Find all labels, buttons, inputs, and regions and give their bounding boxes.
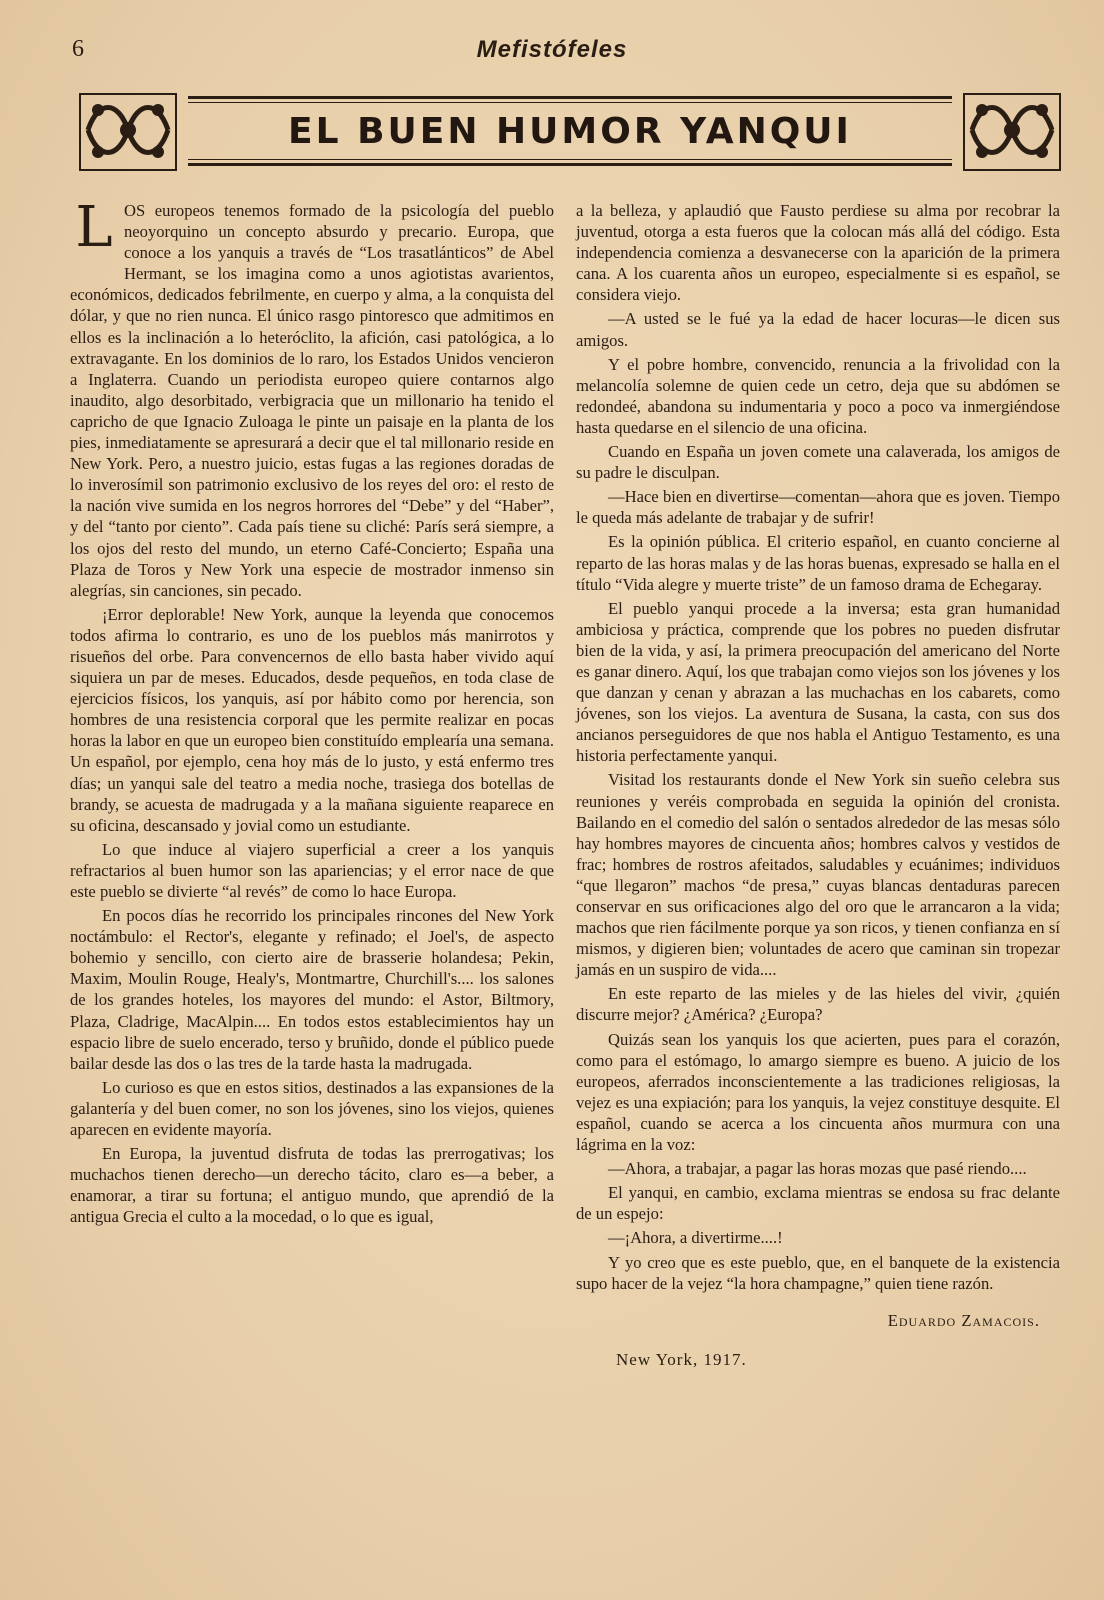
dateline: New York, 1917. [616,1349,747,1369]
paragraph: En Europa, la juventud disfruta de todas las prerrogativas; los muchachos tienen derecho—un derecho tácito, claro es—a beber, a enamorar, a tirar su fortuna; el antiguo mundo, que aprendió de la antigua Grecia el culto a la mocedad, o lo que es igual, [70,1144,554,1227]
paragraph: —¡Ahora, a divertirme....! [608,1228,783,1248]
paragraph: Visitad los restaurants donde el New York sin sueño celebra sus reuniones y veréis comprobada en seguida la opinión del cronista. Bailando en el comedio del salón o sentados alrededor de las mesas sólo hay hombres mayores de cincuenta años; hombres calvos y vestidos de frac; hombres de rostros afeitados, saludables y ecuánimes; individuos “que llegaron” machos “de presa,” cuyas blancas dentaduras parecen conservar en sus orificaciones algo del oro que le arrancaron a la vida; machos que rien fácilmente porque ya son ricos, y tienen confianza en sí mismos, y digieren bien; voluntades de acero que caminan sin tropezar jamás en un suspiro de vida.... [576,770,1060,980]
paragraph: —A usted se le fué ya la edad de hacer locuras—le dicen sus amigos. [576,309,1060,350]
paragraph: Es la opinión pública. El criterio español, en cuanto concierne al reparto de las horas malas y de las horas buenas, expresado se halla en el título “Vida alegre y muerte triste” de un famoso drama de Echegaray. [576,532,1060,594]
paragraph: El pueblo yanqui procede a la inversa; esta gran humanidad ambiciosa y práctica, comprende que los pobres no pueden disfrutar bien de la vida, y así, la primera preocupación del americano del Norte es ganar dinero. Aquí, los que trabajan como viejos son los jóvenes y los que danzan y cenan y abrazan a las muchachas en los cabarets, como jóvenes, son los viejos. La aventura de Susana, la casta, con sus dos ancianos perseguidores de que nos habla el Antiguo Testamento, es una historia perfectamente yanqui. [576,598,1060,766]
title-rule-top [188,96,952,99]
paragraph: ¡Error deplorable! New York, aunque la leyenda que conocemos todos afirma lo contrario, es uno de los pueblos más manirrotos y risueños del orbe. Para convencernos de ello basta haber vivido aquí siquiera un par de meses. Educados, desde pequeños, en toda clase de ejercicios físicos, los yanquis, así por hábito como por herencia, son hombres de una resistencia corporal que les permite realizar en pocas horas la labor en que un europeo bien constituído emplearía una semana. Un español, por ejemplo, cena hoy más de lo justo, y está enfermo tres días; un yanqui sale del teatro a media noche, trasiega dos botellas de brandy, se acuesta de madrugada y a la mañana siguiente reaparece en su oficina, descansado y jovial como un estudiante. [70,604,554,835]
paragraph: En pocos días he recorrido los principales rincones del New York noctámbulo: el Rector's, elegante y refinado; el Joel's, de aspecto bohemio y sencillo, con cierto aire de brasserie holandesa; Pekin, Maxim, Moulin Rouge, Healy's, Montmartre, Churchill's.... los salones de los grandes hoteles, los mayores del mundo: el Astor, Biltmory, Plaza, Cladrige, MacAlpin.... En todos estos establecimientos hay un espacio libre de suelo encerado, terso y bruñido, donde el público puede bailar desde las dos o las tres de la tarde hasta la madrugada. [70,906,554,1073]
paragraph: Cuando en España un joven comete una calaverada, los amigos de su padre le disculpan. [576,442,1060,483]
author-signature: Eduardo Zamacois. [887,1310,1040,1330]
paragraph: Lo que induce al viajero superficial a creer a los yanquis refractarios al buen humor son las apariencias; y el error nace de que este pueblo se divierte “al revés” de como lo hace Europa. [70,839,554,901]
paragraph: —Hace bien en divertirse—comentan—ahora que es joven. Tiempo le queda más adelante de trabajar y de sufrir! [576,487,1060,528]
magazine-title: Mefistófeles [476,36,628,63]
article-body [70,195,1060,1540]
title-rule-top-thin [188,102,952,103]
article-title-banner [78,90,1062,174]
paragraph: Quizás sean los yanquis los que acierten, pues para el corazón, como para el estómago, lo amargo siempre es bueno. A juicio de los europeos, aferrados inconscientemente a las tradiciones religiosas, la vejez es una expiación; para los yanquis, la vejez constituye desquite. El español, cuando se acerca a los cincuenta años murmura con una lágrima en la voz: [576,1029,1060,1155]
paragraph: El yanqui, en cambio, exclama mientras se endosa su frac delante de un espejo: [576,1183,1060,1224]
paragraph [70,195,554,601]
column-right [576,200,1060,1540]
page-number: 6 [72,36,84,62]
paragraph: a la belleza, y aplaudió que Fausto perdiese su alma por recobrar la juventud, otorga a esta fueros que la colocan más allá del código. Esta independencia comienza a desvanecerse con la aparición de la primera cana. A los cuarenta años un europeo, especialmente si es español, se considera viejo. [576,201,1060,305]
column-left [70,195,554,1540]
title-rule-bottom [188,163,952,166]
paragraph-text: OS europeos tenemos formado de la psicología del pueblo neoyorquino un concepto absurdo y precario. Europa, que conoce a los yanquis a través de “Los trasatlánticos” de Abel Hermant, se los imagina como a unos agiotistas avarientos, económicos, dedicados febrilmente, en cuerpo y alma, a la conquista del dólar, y que no rien nunca. El único rasgo pintoresco que admitimos en ellos es la inclinación a lo heteróclito, la afición, casi patológica, a lo extravagante. En los dominios de lo raro, los Estados Unidos vencieron a Inglaterra. Cuando un periodista europeo quiere contarnos algo inaudito, algo desorbitado, verbigracia que un millonario ha tenido el capricho de que Ignacio Zuloaga le pinte un paisaje en la planta de los pies, inmediatamente se apresurará a decir que el tal millonario reside en New York. Pero, a nuestro juicio, estas fugas a las regiones doradas de lo inverosímil son patrimonio exclusivo de los reyes del oro: el resto de la nación vive sumida en los negros horrores del “Debe” y del “Haber”, y del “tanto por ciento”. Cada país tiene su cliché: París será siempre, a los ojos del resto del mundo, un eterno Café-Concierto; España una Plaza de Toros y New York una especie de mostrador inmenso sin alegrías, sin canciones, sin pecado. [70,201,554,600]
paragraph: Y yo creo que es este pueblo, que, en el banquete de la existencia supo hacer de la vejez “la hora champagne,” quien tiene razón. [576,1252,1060,1293]
paragraph: —Ahora, a trabajar, a pagar las horas mozas que pasé riendo.... [608,1159,1027,1179]
paragraph: Lo curioso es que en estos sitios, destinados a las expansiones de la galantería y del buen comer, no son los jóvenes, sino los viejos, quienes aparecen en evidente mayoría. [70,1077,554,1140]
paragraph: Y el pobre hombre, convencido, renuncia a la frivolidad con la melancolía solemne de quien cede un cetro, deja que su abdómen se redondeé, abandona su indumentaria y poco a poco va inmergiéndose hasta quedarse en el silencio de una oficina. [576,354,1060,437]
title-rule-bottom-thin [188,159,952,160]
paragraph: En este reparto de las mieles y de las hieles del vivir, ¿quién discurre mejor? ¿América? ¿Europa? [576,984,1060,1025]
drop-cap: L [75,195,113,260]
floral-ornament-icon [962,90,1062,174]
floral-ornament-icon [78,90,178,174]
article-title: EL BUEN HUMOR YANQUI [288,111,852,152]
